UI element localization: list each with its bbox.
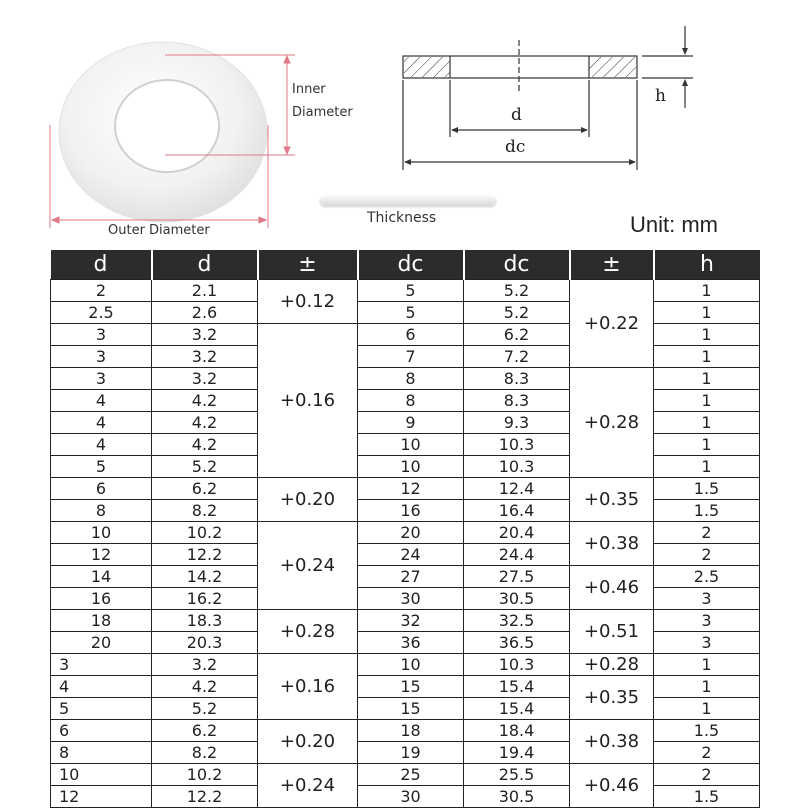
cell-tolerance: +0.35 [570, 676, 654, 720]
table-row [51, 302, 760, 324]
cell: 6 [51, 478, 152, 500]
cell: 3 [654, 610, 760, 632]
table-row [51, 676, 760, 698]
table-row [51, 390, 760, 412]
cell: 19 [358, 742, 464, 764]
h-dimension-label: h [655, 86, 666, 106]
table-row [51, 786, 760, 808]
cell: 32.5 [464, 610, 570, 632]
cell: 16.2 [152, 588, 258, 610]
cell-tolerance: +0.35 [570, 478, 654, 522]
cell-tolerance: +0.46 [570, 566, 654, 610]
cell: 3.2 [152, 324, 258, 346]
cell: 32 [358, 610, 464, 632]
cell: 4 [51, 412, 152, 434]
cell: 1 [654, 346, 760, 368]
table-row [51, 280, 760, 302]
table-row [51, 654, 760, 676]
cell: 14 [51, 566, 152, 588]
table-row [51, 698, 760, 720]
cell: 3 [51, 324, 152, 346]
table-row [51, 742, 760, 764]
table-row [51, 456, 760, 478]
cell: 3 [654, 632, 760, 654]
table-row [51, 324, 760, 346]
cell: 5 [51, 698, 152, 720]
cell: 16.4 [464, 500, 570, 522]
cell: 9.3 [464, 412, 570, 434]
cell: 1 [654, 676, 760, 698]
cell: 12 [51, 786, 152, 808]
cell: 7.2 [464, 346, 570, 368]
cell: 3 [51, 368, 152, 390]
cell: 30.5 [464, 588, 570, 610]
dc-dimension-label: dc [505, 137, 526, 157]
cell: 8.2 [152, 500, 258, 522]
cell: 2.6 [152, 302, 258, 324]
cell: 20.3 [152, 632, 258, 654]
table-row [51, 412, 760, 434]
cell: 20 [51, 632, 152, 654]
cell: 15.4 [464, 676, 570, 698]
cell: 6 [358, 324, 464, 346]
cell: 15 [358, 676, 464, 698]
cell-tolerance: +0.16 [258, 324, 358, 478]
cell: 20 [358, 522, 464, 544]
cell: 3 [654, 588, 760, 610]
table-row [51, 500, 760, 522]
cell: 4.2 [152, 412, 258, 434]
cell: 6.2 [152, 478, 258, 500]
cell: 4 [51, 434, 152, 456]
table-row [51, 720, 760, 742]
cell: 10 [51, 764, 152, 786]
cell-tolerance: +0.24 [258, 764, 358, 808]
cell: 1 [654, 324, 760, 346]
cell: 2 [654, 742, 760, 764]
cell: 10.3 [464, 456, 570, 478]
unit-label: Unit: mm [630, 212, 718, 237]
cell: 27 [358, 566, 464, 588]
cell: 1 [654, 434, 760, 456]
inner-diameter-label-1: Inner [292, 82, 326, 97]
cell: 20.4 [464, 522, 570, 544]
header-d-nominal: d [51, 250, 152, 280]
cell: 5.2 [464, 302, 570, 324]
cell: 18.4 [464, 720, 570, 742]
cell: 6.2 [152, 720, 258, 742]
cell: 8 [358, 368, 464, 390]
cell: 8.2 [152, 742, 258, 764]
cell: 18 [358, 720, 464, 742]
cell: 10 [358, 654, 464, 676]
cell: 12.2 [152, 786, 258, 808]
cell-tolerance: +0.46 [570, 764, 654, 808]
cell: 8 [51, 500, 152, 522]
cell: 1 [654, 698, 760, 720]
cell: 10.2 [152, 522, 258, 544]
cell: 4 [51, 676, 152, 698]
cell: 2 [654, 544, 760, 566]
cell: 10 [51, 522, 152, 544]
cell-tolerance: +0.20 [258, 478, 358, 522]
cell: 2 [654, 522, 760, 544]
cell: 27.5 [464, 566, 570, 588]
cell: 2.5 [654, 566, 760, 588]
cell: 19.4 [464, 742, 570, 764]
cell: 2 [51, 280, 152, 302]
cell: 15.4 [464, 698, 570, 720]
table-row [51, 368, 760, 390]
cell: 1 [654, 280, 760, 302]
cell: 1 [654, 654, 760, 676]
cell: 3 [51, 654, 152, 676]
cell: 5 [51, 456, 152, 478]
cell: 6 [51, 720, 152, 742]
cell: 8 [358, 390, 464, 412]
cell: 3.2 [152, 368, 258, 390]
cell: 1.5 [654, 720, 760, 742]
cell-tolerance: +0.12 [258, 280, 358, 324]
table-row [51, 544, 760, 566]
cell: 16 [51, 588, 152, 610]
cell: 1 [654, 456, 760, 478]
cell: 5.2 [152, 698, 258, 720]
d-dimension-label: d [511, 105, 522, 125]
table-row [51, 522, 760, 544]
header-d-tolerance: ± [258, 250, 358, 280]
outer-diameter-label: Outer Diameter [108, 223, 210, 238]
cell-tolerance: +0.20 [258, 720, 358, 764]
cell: 10.2 [152, 764, 258, 786]
header-dc-actual: dc [464, 250, 570, 280]
cell: 5 [358, 302, 464, 324]
cell: 24 [358, 544, 464, 566]
inner-diameter-label-2: Diameter [292, 105, 353, 120]
cell-tolerance: +0.38 [570, 522, 654, 566]
table-row [51, 632, 760, 654]
cell: 1 [654, 302, 760, 324]
cell-tolerance: +0.28 [570, 368, 654, 478]
cell: 1 [654, 368, 760, 390]
cross-section-drawing [398, 22, 708, 192]
cell: 8 [51, 742, 152, 764]
cell-tolerance: +0.24 [258, 522, 358, 610]
cell: 10 [358, 456, 464, 478]
cell: 36 [358, 632, 464, 654]
cell: 1 [654, 412, 760, 434]
table-row [51, 764, 760, 786]
table-row [51, 346, 760, 368]
cell: 3.2 [152, 654, 258, 676]
cell: 2.5 [51, 302, 152, 324]
cell: 2.1 [152, 280, 258, 302]
cell: 24.4 [464, 544, 570, 566]
cell: 8.3 [464, 390, 570, 412]
header-h: h [654, 250, 760, 280]
cell: 12.2 [152, 544, 258, 566]
cell: 8.3 [464, 368, 570, 390]
cell: 10.3 [464, 434, 570, 456]
cell: 4.2 [152, 676, 258, 698]
cell-tolerance: +0.28 [570, 654, 654, 676]
cell: 1.5 [654, 786, 760, 808]
cell: 3 [51, 346, 152, 368]
cell: 4.2 [152, 434, 258, 456]
cell: 18.3 [152, 610, 258, 632]
cell: 10.3 [464, 654, 570, 676]
cell: 25 [358, 764, 464, 786]
cell: 1.5 [654, 478, 760, 500]
table-row [51, 610, 760, 632]
cell: 25.5 [464, 764, 570, 786]
cell: 6.2 [464, 324, 570, 346]
cell: 1 [654, 390, 760, 412]
cell: 7 [358, 346, 464, 368]
cell: 2 [654, 764, 760, 786]
cell-tolerance: +0.51 [570, 610, 654, 654]
cell: 16 [358, 500, 464, 522]
cell: 5.2 [152, 456, 258, 478]
cell: 1.5 [654, 500, 760, 522]
cell: 10 [358, 434, 464, 456]
header-d-actual: d [152, 250, 258, 280]
cell: 12 [51, 544, 152, 566]
cell: 30 [358, 786, 464, 808]
cell: 14.2 [152, 566, 258, 588]
cell-tolerance: +0.16 [258, 654, 358, 720]
cell-tolerance: +0.28 [258, 610, 358, 654]
cell: 15 [358, 698, 464, 720]
cell: 4.2 [152, 390, 258, 412]
cell: 12.4 [464, 478, 570, 500]
washer-size-table [50, 250, 760, 808]
cell: 5.2 [464, 280, 570, 302]
cell: 18 [51, 610, 152, 632]
header-dc-tolerance: ± [570, 250, 654, 280]
cell: 9 [358, 412, 464, 434]
cell: 12 [358, 478, 464, 500]
cell: 30.5 [464, 786, 570, 808]
cell-tolerance: +0.22 [570, 280, 654, 368]
table-header-row [51, 250, 760, 280]
thickness-label: Thickness [367, 210, 437, 226]
table-row [51, 434, 760, 456]
table-row [51, 566, 760, 588]
header-dc-nominal: dc [358, 250, 464, 280]
cell: 4 [51, 390, 152, 412]
table-row [51, 478, 760, 500]
cell: 3.2 [152, 346, 258, 368]
cell: 36.5 [464, 632, 570, 654]
cell: 30 [358, 588, 464, 610]
cell: 5 [358, 280, 464, 302]
cell-tolerance: +0.38 [570, 720, 654, 764]
thickness-image [320, 195, 496, 206]
table-row [51, 588, 760, 610]
